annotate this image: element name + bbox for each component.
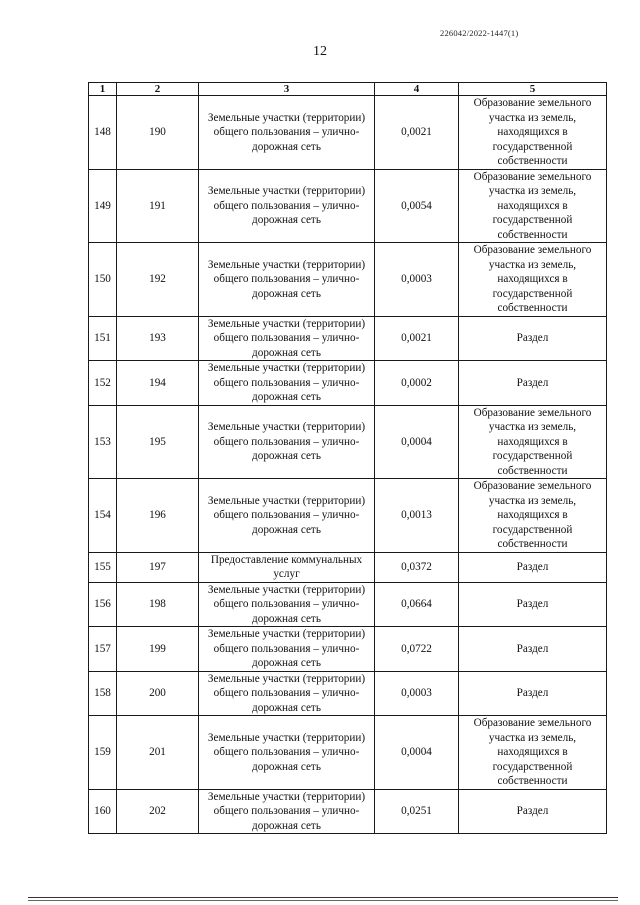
table-row bbox=[89, 96, 607, 170]
plot-id-cell: 192 bbox=[117, 243, 199, 317]
row-number-cell: 159 bbox=[89, 716, 117, 790]
table-row bbox=[89, 316, 607, 361]
footer-rule bbox=[28, 900, 618, 901]
table-row bbox=[89, 405, 607, 479]
table-row bbox=[89, 169, 607, 243]
formation-method-cell: Раздел bbox=[459, 582, 607, 627]
plot-id-cell: 200 bbox=[117, 671, 199, 716]
row-number-cell: 153 bbox=[89, 405, 117, 479]
formation-method-cell: Образование земельного участка из земель, находящихся в государственной собственности bbox=[459, 405, 607, 479]
table-row bbox=[89, 361, 607, 406]
area-cell: 0,0251 bbox=[375, 789, 459, 834]
column-header: 3 bbox=[199, 83, 375, 96]
row-number-cell: 150 bbox=[89, 243, 117, 317]
area-cell: 0,0021 bbox=[375, 96, 459, 170]
table-row bbox=[89, 582, 607, 627]
table-row bbox=[89, 716, 607, 790]
formation-method-cell: Образование земельного участка из земель, находящихся в государственной собственности bbox=[459, 169, 607, 243]
plot-id-cell: 198 bbox=[117, 582, 199, 627]
row-number-cell: 155 bbox=[89, 552, 117, 582]
area-cell: 0,0372 bbox=[375, 552, 459, 582]
column-header: 5 bbox=[459, 83, 607, 96]
formation-method-cell: Раздел bbox=[459, 671, 607, 716]
permitted-use-cell: Земельные участки (территории) общего пользования – улично-дорожная сеть bbox=[199, 627, 375, 672]
document-id: 226042/2022-1447(1) bbox=[440, 28, 519, 38]
plot-id-cell: 197 bbox=[117, 552, 199, 582]
area-cell: 0,0664 bbox=[375, 582, 459, 627]
area-cell: 0,0054 bbox=[375, 169, 459, 243]
plot-id-cell: 194 bbox=[117, 361, 199, 406]
permitted-use-cell: Земельные участки (территории) общего пользования – улично-дорожная сеть bbox=[199, 169, 375, 243]
table-body bbox=[89, 96, 607, 834]
land-plot-table bbox=[88, 82, 607, 834]
plot-id-cell: 202 bbox=[117, 789, 199, 834]
row-number-cell: 158 bbox=[89, 671, 117, 716]
table-row bbox=[89, 627, 607, 672]
permitted-use-cell: Предоставление коммунальных услуг bbox=[199, 552, 375, 582]
formation-method-cell: Образование земельного участка из земель, находящихся в государственной собственности bbox=[459, 479, 607, 553]
formation-method-cell: Раздел bbox=[459, 361, 607, 406]
table-row bbox=[89, 789, 607, 834]
permitted-use-cell: Земельные участки (территории) общего пользования – улично-дорожная сеть bbox=[199, 243, 375, 317]
column-header: 1 bbox=[89, 83, 117, 96]
permitted-use-cell: Земельные участки (территории) общего пользования – улично-дорожная сеть bbox=[199, 96, 375, 170]
formation-method-cell: Раздел bbox=[459, 316, 607, 361]
footer-rule bbox=[28, 897, 618, 898]
formation-method-cell: Раздел bbox=[459, 552, 607, 582]
permitted-use-cell: Земельные участки (территории) общего пользования – улично-дорожная сеть bbox=[199, 789, 375, 834]
page-number: 12 bbox=[313, 44, 327, 59]
area-cell: 0,0722 bbox=[375, 627, 459, 672]
formation-method-cell: Образование земельного участка из земель, находящихся в государственной собственности bbox=[459, 243, 607, 317]
plot-id-cell: 195 bbox=[117, 405, 199, 479]
area-cell: 0,0003 bbox=[375, 671, 459, 716]
permitted-use-cell: Земельные участки (территории) общего пользования – улично-дорожная сеть bbox=[199, 361, 375, 406]
area-cell: 0,0002 bbox=[375, 361, 459, 406]
area-cell: 0,0004 bbox=[375, 405, 459, 479]
area-cell: 0,0004 bbox=[375, 716, 459, 790]
row-number-cell: 152 bbox=[89, 361, 117, 406]
permitted-use-cell: Земельные участки (территории) общего пользования – улично-дорожная сеть bbox=[199, 479, 375, 553]
area-cell: 0,0021 bbox=[375, 316, 459, 361]
row-number-cell: 151 bbox=[89, 316, 117, 361]
table-header-row bbox=[89, 83, 607, 96]
plot-id-cell: 191 bbox=[117, 169, 199, 243]
table-row bbox=[89, 479, 607, 553]
plot-id-cell: 201 bbox=[117, 716, 199, 790]
permitted-use-cell: Земельные участки (территории) общего пользования – улично-дорожная сеть bbox=[199, 716, 375, 790]
row-number-cell: 160 bbox=[89, 789, 117, 834]
table-row bbox=[89, 671, 607, 716]
permitted-use-cell: Земельные участки (территории) общего пользования – улично-дорожная сеть bbox=[199, 671, 375, 716]
table-row bbox=[89, 552, 607, 582]
column-header: 2 bbox=[117, 83, 199, 96]
row-number-cell: 157 bbox=[89, 627, 117, 672]
row-number-cell: 156 bbox=[89, 582, 117, 627]
column-header: 4 bbox=[375, 83, 459, 96]
area-cell: 0,0013 bbox=[375, 479, 459, 553]
plot-id-cell: 193 bbox=[117, 316, 199, 361]
area-cell: 0,0003 bbox=[375, 243, 459, 317]
permitted-use-cell: Земельные участки (территории) общего пользования – улично-дорожная сеть bbox=[199, 316, 375, 361]
plot-id-cell: 196 bbox=[117, 479, 199, 553]
row-number-cell: 149 bbox=[89, 169, 117, 243]
permitted-use-cell: Земельные участки (территории) общего пользования – улично-дорожная сеть bbox=[199, 582, 375, 627]
formation-method-cell: Образование земельного участка из земель, находящихся в государственной собственности bbox=[459, 716, 607, 790]
row-number-cell: 148 bbox=[89, 96, 117, 170]
formation-method-cell: Раздел bbox=[459, 789, 607, 834]
formation-method-cell: Образование земельного участка из земель, находящихся в государственной собственности bbox=[459, 96, 607, 170]
table-row bbox=[89, 243, 607, 317]
row-number-cell: 154 bbox=[89, 479, 117, 553]
plot-id-cell: 190 bbox=[117, 96, 199, 170]
formation-method-cell: Раздел bbox=[459, 627, 607, 672]
plot-id-cell: 199 bbox=[117, 627, 199, 672]
permitted-use-cell: Земельные участки (территории) общего пользования – улично-дорожная сеть bbox=[199, 405, 375, 479]
